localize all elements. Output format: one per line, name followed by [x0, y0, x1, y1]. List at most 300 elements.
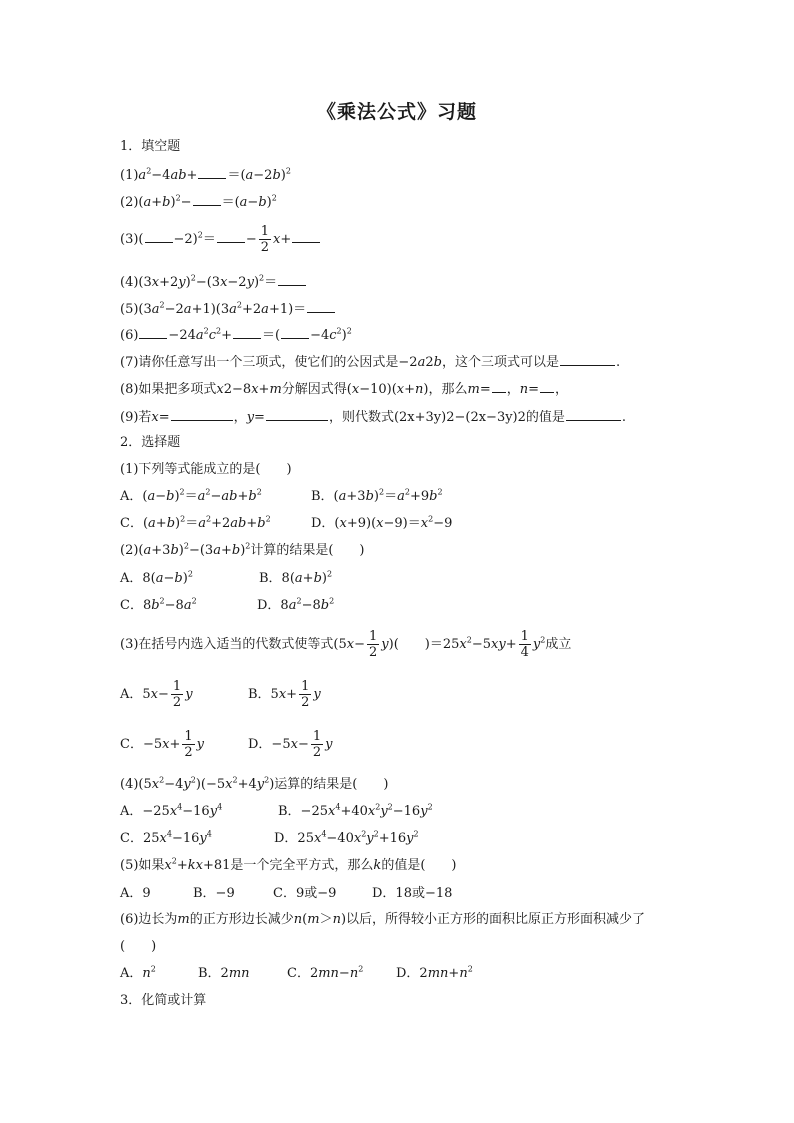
- text: +: [176, 858, 188, 873]
- text: D．8: [257, 598, 289, 613]
- option-2-6-d[interactable]: [396, 966, 473, 982]
- text: 2: [425, 355, 434, 370]
- option-2-3-b[interactable]: [248, 675, 321, 715]
- exp: 2: [236, 300, 242, 310]
- text: −4: [310, 328, 330, 343]
- var: x: [151, 410, 159, 425]
- option-2-6-c[interactable]: [287, 966, 363, 982]
- text: −: [180, 195, 192, 210]
- text: −: [155, 489, 167, 504]
- text: (: [302, 912, 308, 927]
- var: x: [313, 831, 322, 846]
- exp: 2: [437, 487, 443, 497]
- question-2-1-stem: (1)下列等式能成立的是( ): [120, 462, 292, 477]
- exp: 2: [187, 569, 193, 579]
- answer-blank[interactable]: [560, 353, 615, 366]
- text: (6): [120, 328, 139, 343]
- var: x: [346, 637, 355, 652]
- exp: 2: [190, 273, 196, 283]
- text: B．5: [248, 687, 279, 702]
- option-2-2-b[interactable]: [259, 571, 332, 587]
- text: B．8(: [259, 571, 295, 586]
- text: D．−5: [248, 737, 291, 752]
- option-2-5-b[interactable]: B．−9: [193, 886, 235, 901]
- text: +: [280, 232, 292, 247]
- text: −2): [173, 232, 198, 247]
- var: y: [256, 777, 265, 792]
- text: ): [178, 543, 184, 558]
- exp: 2: [180, 514, 186, 524]
- text: A．: [120, 966, 143, 981]
- exp: 2: [361, 829, 367, 839]
- text: +: [448, 966, 460, 981]
- text: (8)如果把多项式: [120, 382, 217, 397]
- var: a: [294, 571, 303, 586]
- question-1-4: [120, 273, 307, 289]
- question-2-6-stem: [120, 912, 645, 928]
- option-2-3-a[interactable]: [120, 675, 193, 715]
- exp: 2: [159, 300, 165, 310]
- exp: 2: [285, 166, 291, 176]
- var: b: [166, 516, 176, 531]
- denominator: 2: [369, 645, 378, 660]
- option-2-2-c[interactable]: [120, 598, 197, 614]
- var: y: [178, 275, 186, 290]
- var: k: [373, 858, 382, 873]
- text: +: [169, 737, 181, 752]
- text: C．2: [287, 966, 319, 981]
- exp: 2: [404, 487, 410, 497]
- answer-blank[interactable]: [193, 193, 221, 206]
- option-2-2-d[interactable]: [257, 598, 334, 614]
- fraction: [519, 629, 531, 660]
- numerator: 1: [520, 629, 529, 644]
- var: b: [257, 516, 266, 531]
- answer-blank[interactable]: [217, 230, 245, 243]
- option-2-1-c[interactable]: [120, 516, 271, 532]
- exp: 2: [428, 514, 434, 524]
- exp: 2: [203, 326, 209, 336]
- var: n: [142, 966, 151, 981]
- var: b: [151, 598, 160, 613]
- numerator: 1: [301, 679, 310, 694]
- text: ，: [233, 410, 247, 425]
- var: x: [220, 275, 228, 290]
- option-2-5-a[interactable]: A．9: [120, 886, 151, 901]
- var: y: [420, 804, 428, 819]
- exp: 2: [466, 635, 472, 645]
- var: y: [209, 804, 218, 819]
- text: C．8: [120, 598, 152, 613]
- option-2-4-b[interactable]: [278, 804, 433, 820]
- question-2-4-stem: [120, 777, 388, 793]
- var: b: [320, 598, 330, 613]
- text: ): [373, 489, 379, 504]
- text: C．25: [120, 831, 160, 846]
- option-2-4-a[interactable]: [120, 804, 222, 820]
- text: .: [621, 410, 627, 425]
- answer-blank[interactable]: [233, 326, 261, 339]
- answer-blank[interactable]: [171, 408, 233, 421]
- text: −40: [326, 831, 354, 846]
- text: )以后，所得较小正方形的面积比原正方形面积减少了: [340, 912, 646, 927]
- text: ): [182, 571, 188, 586]
- text: A．5: [120, 687, 151, 702]
- denominator: 2: [172, 695, 182, 710]
- text: D．25: [274, 831, 314, 846]
- text: =: [254, 410, 265, 425]
- var: a: [229, 302, 237, 317]
- option-2-1-b[interactable]: [311, 489, 443, 505]
- exp: 2: [179, 487, 185, 497]
- option-2-2-a[interactable]: [120, 571, 193, 587]
- question-1-6: [120, 326, 352, 342]
- exp: 2: [259, 273, 265, 283]
- var: mn: [228, 966, 250, 981]
- text: +: [404, 382, 416, 397]
- text: +9: [409, 489, 430, 504]
- var: a: [245, 168, 254, 183]
- text: +: [186, 168, 198, 183]
- var: n: [349, 966, 359, 981]
- var: a: [148, 516, 156, 531]
- text: −24: [168, 328, 196, 343]
- text: −: [158, 687, 169, 702]
- var: m: [467, 382, 480, 397]
- text: −5: [471, 637, 492, 652]
- var: a: [151, 302, 160, 317]
- fraction: [182, 729, 194, 760]
- text: A．(: [120, 489, 148, 504]
- var: x: [251, 382, 259, 397]
- question-2-3-stem: [120, 625, 571, 665]
- exp: 2: [346, 326, 352, 336]
- text: (1): [120, 168, 139, 183]
- var: mn: [318, 966, 339, 981]
- text: (4)(3: [120, 275, 152, 290]
- exp: 2: [205, 514, 212, 524]
- text: −16: [182, 804, 210, 819]
- text: −8: [164, 598, 184, 613]
- var: m: [177, 912, 190, 927]
- section-heading-multiple-choice: 2．选择题: [120, 435, 181, 450]
- section-heading-simplify: 3．化简或计算: [120, 993, 207, 1008]
- text: )( )＝25: [388, 637, 460, 652]
- var: x: [459, 637, 467, 652]
- var: a: [155, 571, 164, 586]
- text: ): [175, 516, 181, 531]
- text: =: [479, 382, 491, 397]
- text: (2)(: [120, 543, 144, 558]
- text: −9)＝: [383, 516, 421, 531]
- text: +3: [346, 489, 366, 504]
- var: x: [159, 831, 167, 846]
- var: a: [147, 489, 156, 504]
- text: +: [286, 687, 298, 702]
- var: b: [174, 571, 183, 586]
- var: x: [396, 382, 405, 397]
- page-title: 《乘法公式》习题: [316, 101, 477, 123]
- text: −: [245, 232, 257, 247]
- var: a: [197, 489, 206, 504]
- var: x: [420, 516, 429, 531]
- var: a: [198, 516, 206, 531]
- text: (4)(5: [120, 777, 152, 792]
- exp: 4: [206, 829, 212, 839]
- exp: 2: [540, 635, 546, 645]
- text: −2: [227, 275, 247, 290]
- exp: 2: [264, 775, 270, 785]
- var: n: [415, 382, 424, 397]
- exp: 2: [296, 596, 302, 606]
- text: (5)如果: [120, 858, 165, 873]
- exp: 2: [413, 829, 419, 839]
- answer-blank[interactable]: [139, 326, 167, 339]
- text: =: [528, 382, 540, 397]
- text: −16: [392, 804, 421, 819]
- var: b: [313, 571, 322, 586]
- exp: 2: [373, 829, 379, 839]
- text: −: [297, 737, 309, 752]
- var: b: [162, 195, 171, 210]
- var: a: [195, 328, 204, 343]
- text: ): [185, 275, 191, 290]
- text: ): [174, 489, 180, 504]
- text: 2−8: [223, 382, 252, 397]
- var: mn: [427, 966, 449, 981]
- exp: 2: [271, 193, 277, 203]
- text: B．−25: [278, 804, 328, 819]
- text: ＝: [184, 489, 198, 504]
- text: −4: [164, 777, 184, 792]
- text: A．−25: [120, 804, 170, 819]
- fraction: [171, 679, 183, 710]
- text: +2: [242, 302, 262, 317]
- option-2-6-b[interactable]: [198, 966, 250, 982]
- exp: 4: [335, 802, 341, 812]
- text: B．(: [311, 489, 339, 504]
- answer-blank[interactable]: [281, 326, 309, 339]
- text: D．2: [396, 966, 428, 981]
- text: (9)若: [120, 410, 152, 425]
- exp: 2: [183, 541, 189, 551]
- text: C．(: [120, 516, 149, 531]
- answer-blank[interactable]: [540, 380, 554, 393]
- text: )(−5: [195, 777, 226, 792]
- text: +: [221, 328, 232, 343]
- answer-blank[interactable]: [492, 380, 506, 393]
- answer-blank[interactable]: [566, 408, 621, 421]
- var: a: [261, 302, 269, 317]
- var: b: [365, 489, 374, 504]
- text: ＞: [319, 912, 333, 927]
- text: 计算的结果是( ): [250, 543, 365, 558]
- option-2-5-c[interactable]: C．9或−9: [273, 886, 337, 901]
- var: n: [459, 966, 468, 981]
- var: x: [151, 777, 160, 792]
- text: ): [266, 195, 272, 210]
- text: +: [505, 637, 517, 652]
- question-2-6-answer-parens: ( ): [120, 939, 157, 954]
- text: −(3: [195, 275, 221, 290]
- text: ): [170, 195, 176, 210]
- numerator: 1: [312, 729, 322, 744]
- var: a: [143, 195, 152, 210]
- var: b: [248, 489, 257, 504]
- var: ab: [221, 489, 238, 504]
- exp: 2: [358, 964, 364, 974]
- text: C．−5: [120, 737, 163, 752]
- var: b: [272, 168, 281, 183]
- text: 的正方形边长减少: [189, 912, 294, 927]
- exp: 2: [171, 856, 177, 866]
- answer-blank[interactable]: [145, 230, 173, 243]
- text: (7)请你任意写出一个三项式，使它们的公因式是−2: [120, 355, 418, 370]
- answer-blank[interactable]: [266, 408, 328, 421]
- text: ＝: [384, 489, 398, 504]
- text: −2: [164, 302, 184, 317]
- var: m: [269, 382, 282, 397]
- option-2-3-c[interactable]: [120, 725, 204, 765]
- text: +40: [340, 804, 368, 819]
- text: −(3: [188, 543, 214, 558]
- text: =: [158, 410, 170, 425]
- var: y: [325, 737, 333, 752]
- var: a: [138, 168, 147, 183]
- text: −: [247, 195, 259, 210]
- text: −8: [301, 598, 321, 613]
- fraction: [367, 629, 379, 660]
- exp: 2: [329, 596, 335, 606]
- exp: 2: [378, 487, 385, 497]
- section-heading-fill-in: 1．填空题: [120, 139, 181, 154]
- denominator: 2: [184, 745, 193, 760]
- exp: 2: [326, 569, 333, 579]
- var: x: [367, 804, 376, 819]
- answer-blank[interactable]: [307, 300, 335, 313]
- text: ，: [506, 382, 520, 397]
- question-1-7: [120, 353, 620, 369]
- exp: 2: [159, 596, 165, 606]
- text: (3)(: [120, 232, 144, 247]
- text: B．2: [198, 966, 229, 981]
- text: ＝: [202, 232, 216, 247]
- fraction: [299, 679, 311, 710]
- var: n: [519, 382, 529, 397]
- var: y: [183, 777, 191, 792]
- var: y: [313, 687, 321, 702]
- text: )运算的结果是( ): [269, 777, 389, 792]
- var: x: [278, 687, 287, 702]
- text: +81是一个完全平方式，那么: [202, 858, 374, 873]
- var: x: [339, 516, 347, 531]
- var: x: [351, 382, 360, 397]
- var: y: [366, 831, 374, 846]
- question-1-9: [120, 408, 626, 424]
- var: a: [288, 598, 297, 613]
- numerator: 1: [184, 729, 193, 744]
- text: (5)(3: [120, 302, 152, 317]
- option-2-3-d[interactable]: [248, 725, 332, 765]
- var: x: [216, 382, 224, 397]
- var: y: [246, 275, 254, 290]
- var: a: [213, 543, 221, 558]
- exp: 2: [175, 193, 181, 203]
- var: m: [307, 912, 320, 927]
- denominator: 4: [520, 645, 529, 660]
- var: kx: [187, 858, 203, 873]
- var: ab: [230, 516, 247, 531]
- text: +3: [151, 543, 171, 558]
- text: ＝(: [262, 328, 281, 343]
- text: ): [240, 543, 246, 558]
- var: b: [231, 543, 241, 558]
- text: ): [341, 328, 347, 343]
- text: −10)(: [359, 382, 397, 397]
- text: ): [253, 275, 260, 290]
- text: −16: [171, 831, 200, 846]
- exp: 2: [150, 964, 156, 974]
- var: a: [143, 543, 152, 558]
- text: ＝(: [227, 168, 246, 183]
- text: (3)在括号内选入适当的代数式使等式(5: [120, 637, 347, 652]
- fraction: [311, 729, 323, 760]
- exp: 2: [265, 514, 271, 524]
- text: D．(: [311, 516, 340, 531]
- text: (2)(: [120, 195, 144, 210]
- exp: 4: [177, 802, 183, 812]
- exp: 2: [190, 775, 196, 785]
- option-2-4-c[interactable]: [120, 831, 212, 847]
- exp: 2: [197, 230, 203, 240]
- exp: 2: [387, 802, 393, 812]
- text: −2: [253, 168, 273, 183]
- option-2-6-a[interactable]: [120, 966, 156, 982]
- text: +2: [211, 516, 231, 531]
- var: y: [532, 637, 541, 652]
- var: c: [208, 328, 216, 343]
- exp: 2: [256, 487, 262, 497]
- var: x: [150, 687, 159, 702]
- text: +: [151, 195, 163, 210]
- var: y: [381, 637, 389, 652]
- answer-blank[interactable]: [278, 273, 306, 286]
- exp: 4: [321, 829, 327, 839]
- option-2-4-d[interactable]: [274, 831, 419, 847]
- exp: 2: [375, 802, 381, 812]
- option-2-1-d[interactable]: [311, 516, 452, 532]
- question-1-5: [120, 300, 336, 316]
- question-1-8: [120, 380, 568, 396]
- option-2-1-a[interactable]: [120, 489, 262, 505]
- answer-blank[interactable]: [198, 166, 226, 179]
- text: +2: [159, 275, 179, 290]
- text: +1)(3: [191, 302, 230, 317]
- var: b: [429, 489, 438, 504]
- answer-blank[interactable]: [292, 230, 320, 243]
- var: y: [380, 804, 388, 819]
- exp: 4: [217, 802, 223, 812]
- text: +: [237, 489, 249, 504]
- text: ＝: [264, 275, 278, 290]
- exp: 2: [427, 802, 433, 812]
- exp: 2: [336, 326, 342, 336]
- text: −4: [151, 168, 171, 183]
- option-2-5-d[interactable]: D．18或−18: [372, 886, 453, 901]
- exp: 2: [232, 775, 238, 785]
- var: ab: [170, 168, 187, 183]
- var: a: [239, 195, 248, 210]
